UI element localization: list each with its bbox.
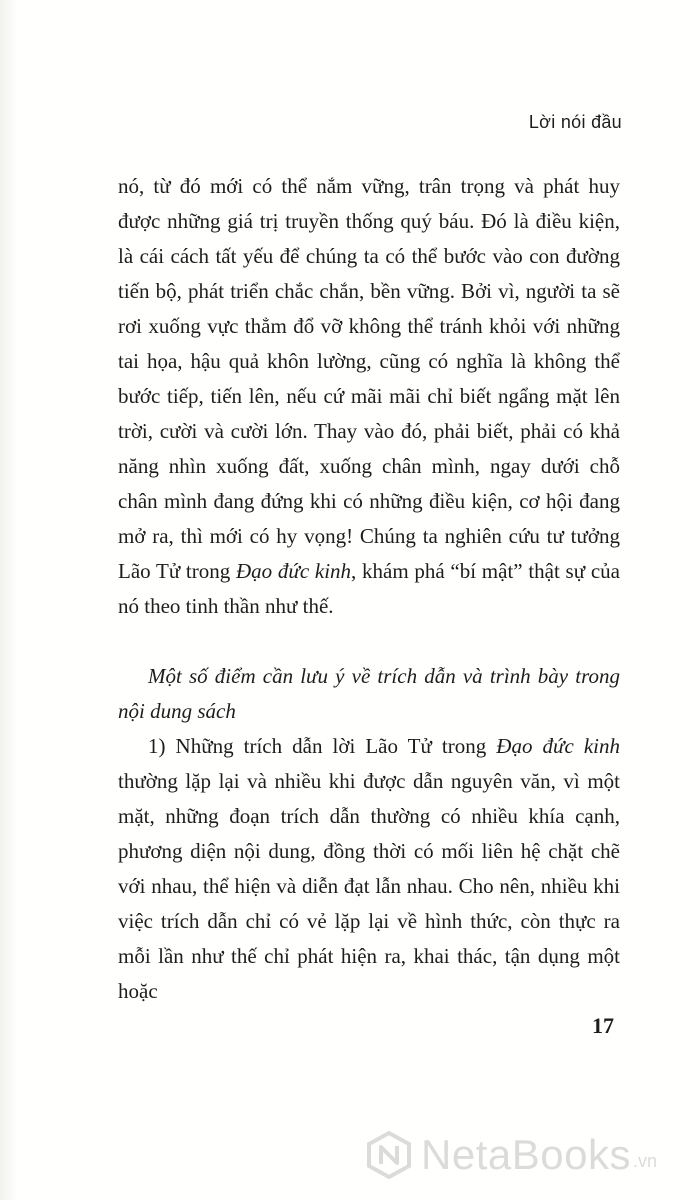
section-subheading: Một số điểm cần lưu ý về trích dẫn và trình bày trong nội dung sách (118, 664, 620, 723)
book-title-italic: Đạo đức kinh (496, 734, 620, 758)
page-number: 17 (592, 1013, 614, 1038)
netabooks-logo-icon (365, 1131, 413, 1179)
watermark-suffix: .vn (632, 1151, 657, 1171)
paragraph-text-end: thường lặp lại và nhiều khi được dẫn nguyên văn, vì một mặt, những đoạn trích dẫn thường có nhiều khía cạnh, phương diện nội dung, đồng thời có mối liên hệ chặt chẽ với nhau, thể hiện và diễn đạt lẫn nhau. Cho nên, nhiều khi việc trích dẫn chỉ có vẻ lặp lại về hình thức, còn thực ra mỗi lần như thế chỉ phát hiện ra, khai thác, tận dụng một hoặc (118, 769, 620, 1003)
paragraph-text: nó, từ đó mới có thể nắm vững, trân trọng và phát huy được những giá trị truyền thống quý báu. Đó là điều kiện, là cái cách tất yếu để chúng ta có thể bước vào con đường tiến bộ, phát triển chắc chắn, bền vững. Bởi vì, người ta sẽ rơi xuống vực thẳm đổ vỡ không thể tránh khỏi với những tai họa, hậu quả khôn lường, cũng có nghĩa là không thể bước tiếp, tiến lên, nếu cứ mãi mãi chỉ biết ngẩng mặt lên trời, cười và cười lớn. Thay vào đó, phải biết, phải có khả năng nhìn xuống đất, xuống chân mình, ngay dưới chỗ chân mình đang đứng khi có những điều kiện, cơ hội đang mở ra, thì mới có hy vọng! Chúng ta nghiên cứu tư tưởng Lão Tử trong (118, 174, 620, 583)
body-paragraph-2 (118, 729, 620, 1009)
watermark (365, 1120, 695, 1190)
paragraph-text: 1) Những trích dẫn lời Lão Tử trong (148, 734, 497, 758)
running-header: Lời nói đầu (528, 112, 622, 132)
paragraph-text-end: , khám phá “bí mật” thật sự của nó theo tinh thần như thế. (118, 559, 620, 618)
body-paragraph-1 (118, 169, 620, 624)
watermark-brand: NetaBooks (421, 1131, 631, 1178)
book-title-italic: Đạo đức kinh (235, 559, 352, 583)
page-body (118, 169, 620, 1009)
scan-edge-shadow (0, 0, 18, 1200)
